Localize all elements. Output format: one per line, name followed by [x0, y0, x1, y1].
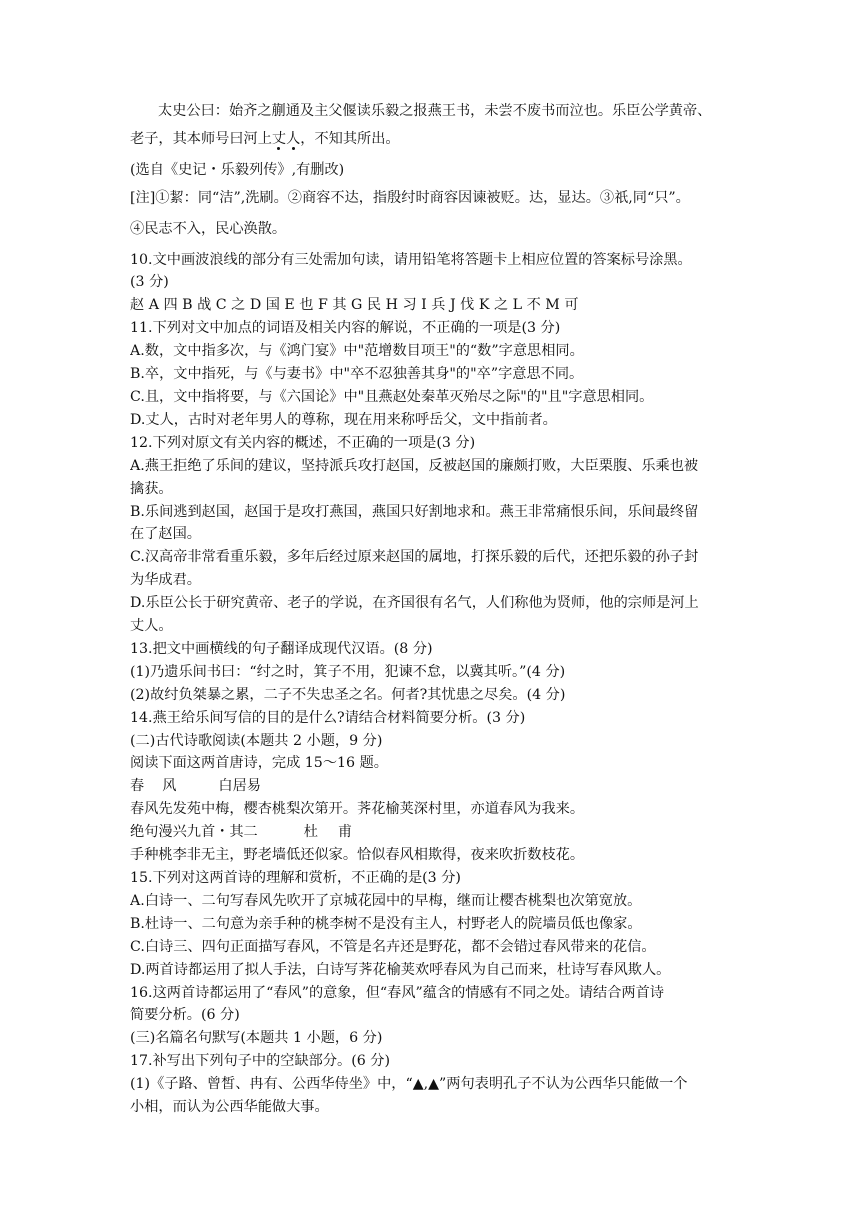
q12-option-d-2: 丈人。 — [130, 618, 173, 635]
q17-sentence-1-line-1: (1)《子路、曾皙、冉有、公西华侍坐》中，“▲,▲”两句表明孔子不认为公西华只能做一个 — [130, 1076, 688, 1093]
q14-stem: 14.燕王给乐间写信的目的是什么?请结合材料简要分析。(3 分) — [130, 709, 526, 726]
q11-option-c: C.且，文中指将要，与《六国论》中"且燕赵处秦革灭殆尽之际"的"且"字意思相同。 — [130, 388, 654, 405]
q11-option-a: A.数，文中指多次，与《鸿门宴》中"范增数目项王"的“数”字意思相同。 — [130, 343, 584, 360]
poem-2-author-char-2: 甫 — [337, 824, 353, 841]
poem-2-title: 绝句漫兴九首・其二 — [130, 824, 258, 841]
q15-option-c: C.白诗三、四句正面描写春风，不管是名卉还是野花，都不会错过春风带来的花信。 — [130, 938, 656, 955]
notes-line-1: [注]①絜：同“洁”,洗刷。②商容不达，指殷纣时商容因谏被贬。达，显达。③祇,同“只”。 — [130, 189, 690, 206]
q15-option-b: B.杜诗一、二句意为亲手种的桃李树不是没有主人，村野老人的院墙员低也像家。 — [130, 915, 642, 932]
notes-line-2: ④民志不入，民心涣散。 — [130, 220, 287, 237]
q12-option-b-1: B.乐间逃到赵国，赵国于是攻打燕国，燕国只好割地求和。燕王非常痛恨乐间，乐间最终留 — [130, 503, 699, 520]
q12-option-a-1: A.燕王拒绝了乐间的建议，坚持派兵攻打赵国，反被赵国的廉颇打败，大臣栗腹、乐乘也被 — [130, 457, 699, 474]
q16-stem-1: 16.这两首诗都运用了“春风”的意象，但“春风”蕴含的情感有不同之处。请结合两首诗 — [130, 984, 664, 1001]
q13-sentence-2: (2)故纣负桀暴之累，二子不失忠圣之名。何者?其忧患之尽矣。(4 分) — [130, 686, 566, 703]
q10-score: (3 分) — [130, 274, 169, 291]
q13-stem: 13.把文中画横线的句子翻译成现代汉语。(8 分) — [130, 640, 433, 657]
q17-sentence-1-line-2: 小相，而认为公西华能做大事。 — [130, 1099, 329, 1116]
dotted-char-ren: 人 — [286, 130, 301, 147]
section-2-heading: (二)古代诗歌阅读(本题共 2 小题，9 分) — [130, 732, 383, 749]
q11-stem: 11.下列对文中加点的词语及相关内容的解说，不正确的一项是(3 分) — [130, 320, 561, 337]
q11-option-b: B.卒，文中指死，与《与妻书》中"卒不忍独善其身"的"卒”字意思不同。 — [130, 366, 584, 383]
poem-2-title-line — [130, 821, 736, 844]
q12-option-c-1: C.汉高帝非常看重乐毅，多年后经过原来赵国的属地，打探乐毅的后代，还把乐毅的孙子封 — [130, 549, 699, 566]
dotted-char-zhang: 丈 — [271, 130, 287, 147]
intro-line-2-tail: ，不知其所出。 — [300, 130, 400, 147]
section-2-instruction: 阅读下面这两首唐诗，完成 15～16 题。 — [130, 755, 388, 772]
poem-2-text: 手种桃李非无主，野老墙低还似家。恰似春风相欺得，夜来吹折数枝花。 — [130, 847, 585, 864]
poem-1-text: 春风先发苑中梅，樱杏桃梨次第开。荠花榆荚深村里，亦道春风为我来。 — [130, 801, 585, 818]
intro-line-2 — [130, 128, 736, 151]
q16-stem-2: 简要分析。(6 分) — [130, 1007, 240, 1024]
q12-option-c-2: 为华成君。 — [130, 572, 201, 589]
q13-sentence-1: (1)乃遗乐间书曰：“纣之时，箕子不用，犯谏不怠，以冀其听。”(4 分) — [130, 663, 566, 680]
q15-stem: 15.下列对这两首诗的理解和赏析，不正确的是(3 分) — [130, 870, 461, 886]
poem-1-title-line — [130, 775, 736, 798]
q12-option-a-2: 擒获。 — [130, 480, 173, 497]
intro-line-1: 太史公曰：始齐之蒯通及主父偃读乐毅之报燕王书，未尝不废书而泣也。乐臣公学黄帝、 — [158, 103, 712, 119]
poem-1-title-char-1: 春 — [130, 778, 145, 795]
q17-stem: 17.补写出下列句子中的空缺部分。(6 分) — [130, 1053, 390, 1070]
q10-options: 赵 A 四 B 战 C 之 D 国 E 也 F 其 G 民 H 习 I 兵 J 伐 K 之 L 不 M 可 — [130, 297, 579, 314]
source-citation: (选自《史记・乐毅列传》,有删改) — [130, 161, 345, 178]
q15-option-d: D.两首诗都运用了拟人手法，白诗写荠花榆荚欢呼春风为自己而来，杜诗写春风欺人。 — [130, 961, 671, 978]
q15-option-a: A.白诗一、二句写春风先吹开了京城花园中的早梅，继而让樱杏桃梨也次第宽放。 — [130, 892, 642, 909]
q12-option-d-1: D.乐臣公长于研究黄帝、老子的学说，在齐国很有名气，人们称他为贤师，他的宗师是河上 — [130, 595, 699, 612]
poem-1-author: 白居易 — [218, 778, 261, 795]
document-content — [130, 100, 736, 1119]
poem-2-author-char-1: 杜 — [303, 824, 318, 841]
section-3-heading: (三)名篇名句默写(本题共 1 小题，6 分) — [130, 1030, 383, 1047]
poem-1-title-char-2: 风 — [162, 778, 177, 795]
q12-option-b-2: 在了赵国。 — [130, 526, 201, 543]
q10-stem: 10.文中画波浪线的部分有三处需加句读，请用铅笔将答题卡上相应位置的答案标号涂黑。 — [130, 251, 692, 268]
q12-stem: 12.下列对原文有关内容的概述，不正确的一项是(3 分) — [130, 434, 476, 451]
q11-option-d: D.丈人，古时对老年男人的尊称，现在用来称呼岳父，文中指前者。 — [130, 411, 557, 428]
intro-line-2-text: 老子，其本师号曰河上 — [130, 130, 272, 147]
